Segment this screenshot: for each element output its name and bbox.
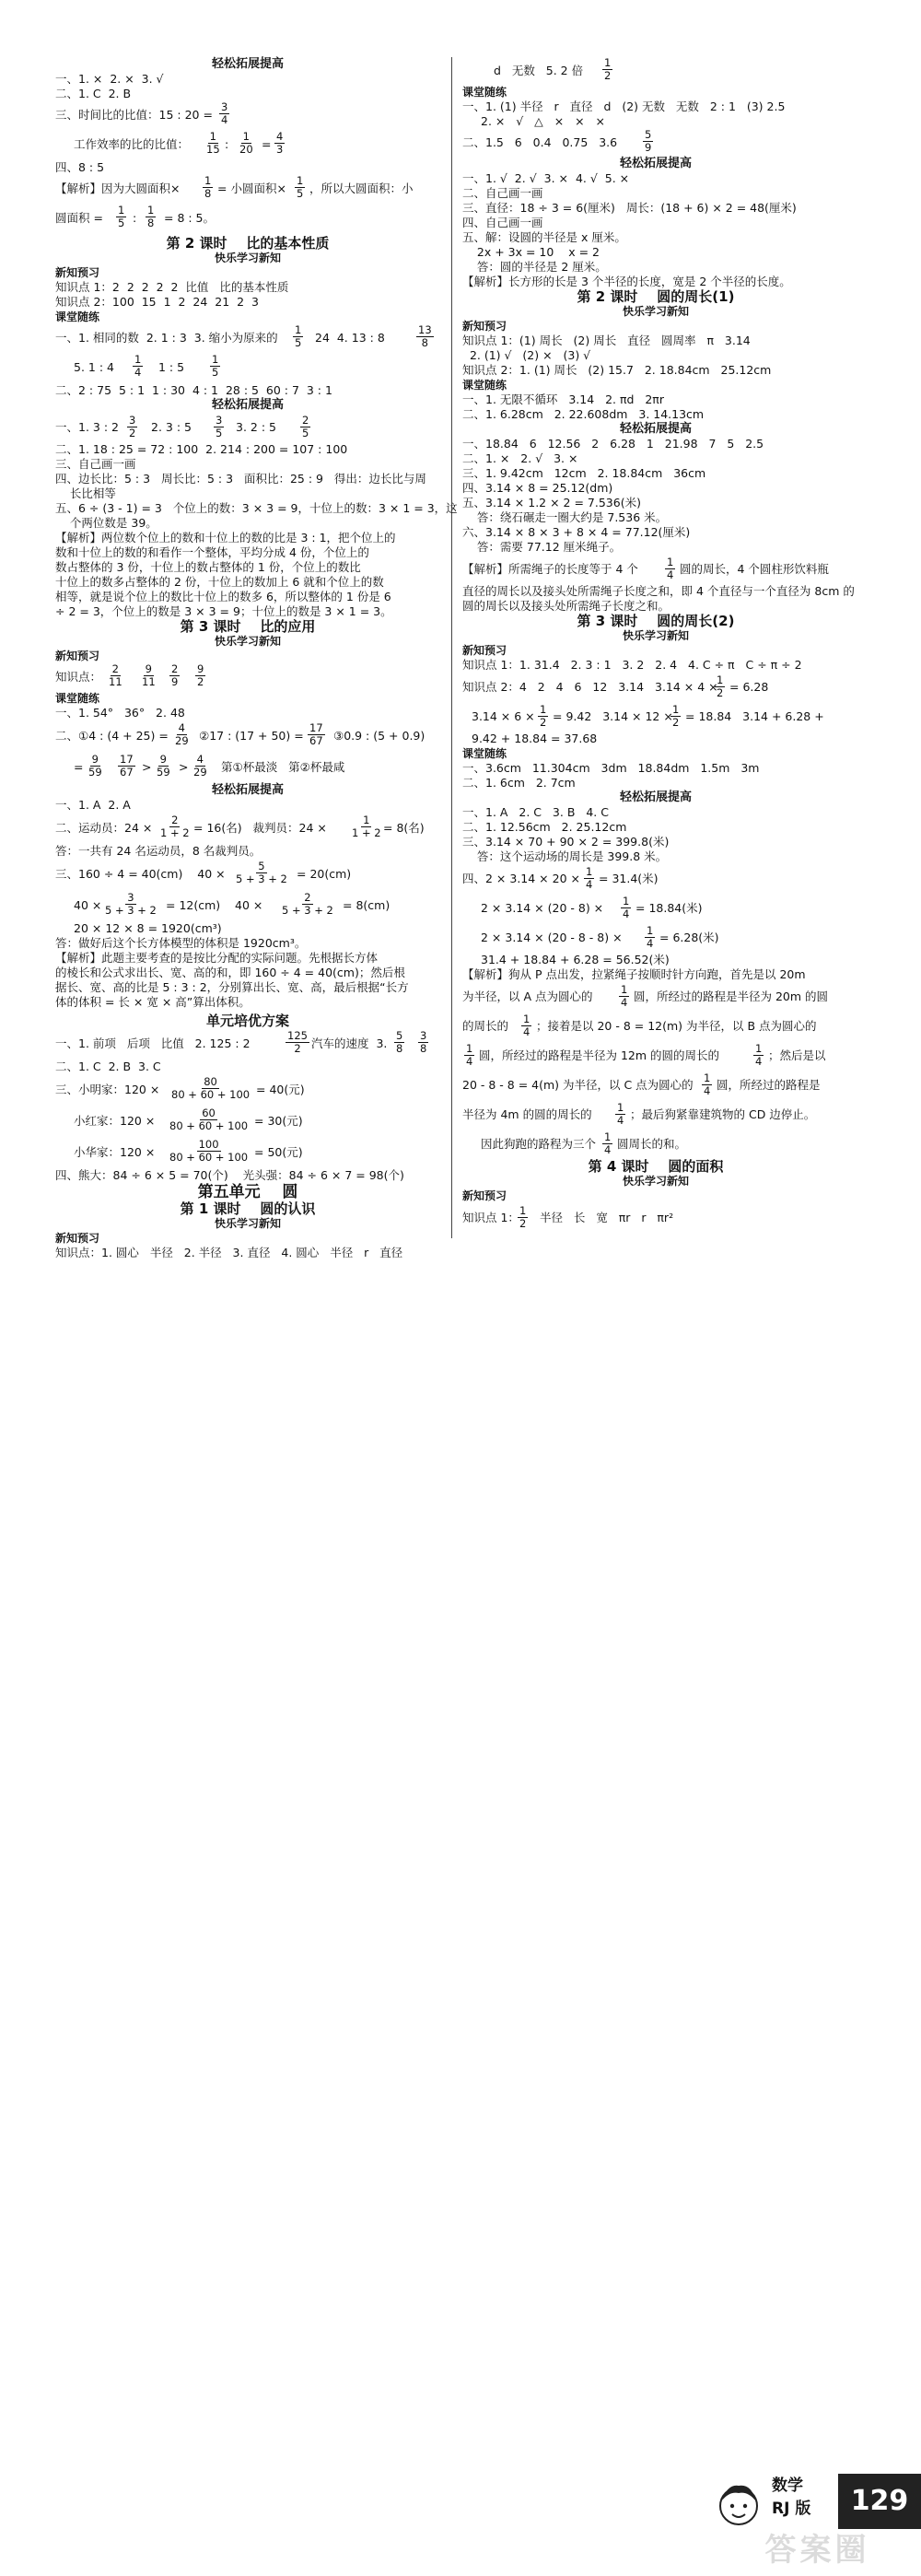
answer-line: 二、1. 12.56cm 2. 25.12cm <box>462 820 627 834</box>
lesson-title: 第 2 课时 圆的周长(1) <box>577 288 735 305</box>
answer-line: 三、时间比的比值：15 : 20 = $\frac{3}{4}$ <box>55 100 228 126</box>
answer-line: 长比相等 <box>55 486 116 500</box>
answer-line: 一、1. 前项 后项 比值 2. 125 : 2 $\frac{125}{2}$ 汽车的速度 3. $\frac{5}{8}$ $\frac{3}{8}$ <box>55 1029 427 1055</box>
section-label: 课堂随练 <box>55 692 100 705</box>
section-subheading: 快乐学习新知 <box>622 629 689 642</box>
analysis-line: 的周长的 $\frac{1}{4}$ ；接着是以 20 - 8 = 12(m) 为半径，以 B 点为圆心的 <box>462 1013 817 1038</box>
answer-line: 一、1. 无限不循环 3.14 2. πd 2πr <box>462 392 664 406</box>
answer-line: 工作效率的比的比值： $\frac{1}{15}$ : $\frac{1}{20}$ = $\frac{4}{3}$ <box>74 130 284 156</box>
unit-title: 单元培优方案 <box>205 1013 289 1029</box>
column-divider <box>451 57 452 1238</box>
answer-line: 三、160 ÷ 4 = 40(cm) 40 × $\frac{5}{5 + 3 + 2}$ = 20(cm) <box>55 860 352 885</box>
answer-line: 知识点 1：2 2 2 2 2 比值 比的基本性质 <box>55 280 289 294</box>
analysis-line: ÷ 2 = 3，个位上的数是 3 × 3 = 9；十位上的数是 3 × 1 = 3。 <box>55 604 392 618</box>
analysis-line: 体的体积 = 长 × 宽 × 高”算出体积。 <box>55 995 251 1009</box>
answer-line: 答：需要 77.12 厘米绳子。 <box>462 540 622 554</box>
analysis-line: 数和十位上的数的和看作一个整体，平均分成 4 份，个位上的 <box>55 545 369 559</box>
section-label: 课堂随练 <box>462 86 507 99</box>
left-column <box>55 57 458 1260</box>
analysis-line: 【解析】此题主要考查的是按比分配的实际问题。先根据长方体 <box>55 951 379 965</box>
analysis-line: 的棱长和公式求出长、宽、高的和，即 160 ÷ 4 = 40(cm)；然后根 <box>55 966 405 979</box>
answer-line: 知识点 1：(1) 周长 (2) 周长 直径 圆周率 π 3.14 <box>462 334 751 347</box>
analysis-line: 十位上的数多占整体的 2 份，十位上的数加上 6 就和个位上的数 <box>55 575 384 589</box>
answer-line: 一、18.84 6 12.56 2 6.28 1 21.98 7 5 2.5 <box>462 437 764 451</box>
answer-line: 二、1.5 6 0.4 0.75 3.6 $\frac{5}{9}$ <box>462 128 652 154</box>
answer-line: 知识点 2：1. (1) 周长 (2) 15.7 2. 18.84cm 25.12cm <box>462 363 772 377</box>
answer-line: 二、1. C 2. B <box>55 87 132 100</box>
answer-line: 五、解：设圆的半径是 x 厘米。 <box>462 230 626 244</box>
answer-line: 二、1. 18 : 25 = 72 : 100 2. 214 : 200 = 107 : 100 <box>55 442 348 456</box>
section-heading: 轻松拓展提高 <box>211 57 284 71</box>
answer-line: 一、1. (1) 半径 r 直径 d (2) 无数 无数 2 : 1 (3) 2.5 <box>462 100 786 113</box>
answer-line: 四、熊大：84 ÷ 6 × 5 = 70(个) 光头强：84 ÷ 6 × 7 = 98(个) <box>55 1168 404 1182</box>
answer-line: 一、1. 54° 36° 2. 48 <box>55 706 185 720</box>
section-heading: 轻松拓展提高 <box>211 398 284 412</box>
section-label: 课堂随练 <box>462 379 507 392</box>
section-label: 新知预习 <box>55 650 100 662</box>
section-heading: 轻松拓展提高 <box>619 790 692 804</box>
section-label: 新知预习 <box>462 320 507 333</box>
subject-label: 数学 <box>772 2476 803 2495</box>
page-footer <box>0 1235 921 2569</box>
analysis-line: 20 - 8 - 8 = 4(m) 为半径，以 C 点为圆心的 $\frac{1}{4}$ 圆，所经过的路程是 <box>462 1071 821 1097</box>
section-subheading: 快乐学习新知 <box>622 305 689 318</box>
answer-line: 二、自己画一画 <box>462 186 543 200</box>
answer-line: 20 × 12 × 8 = 1920(cm³) <box>74 921 222 935</box>
right-column <box>462 56 855 1233</box>
analysis-line: 因此狗跑的路程为三个 $\frac{1}{4}$ 圆周长的和。 <box>481 1130 687 1156</box>
answer-line: 答：绕石碾走一圈大约是 7.536 米。 <box>462 510 668 524</box>
section-heading: 轻松拓展提高 <box>619 422 692 436</box>
answer-line: 知识点 1： $\frac{1}{2}$ 半径 长 宽 πr r πr² <box>462 1204 674 1230</box>
answer-line: 二、1. C 2. B 3. C <box>55 1060 161 1073</box>
answer-line: 三、3.14 × 70 + 90 × 2 = 399.8(米) <box>462 835 670 849</box>
section-heading: 轻松拓展提高 <box>619 157 692 170</box>
answer-line: 二、2 : 75 5 : 1 1 : 30 4 : 1 28 : 5 60 : 7 3 : 1 <box>55 383 332 397</box>
answer-line: 知识点 2：100 15 1 2 24 21 2 3 <box>55 295 259 309</box>
answer-line: 答：这个运动场的周长是 399.8 米。 <box>462 849 668 863</box>
answer-line: 知识点： $\frac{2}{11}$ $\frac{9}{11}$ $\frac{2}{9}$ $\frac{9}{2}$ <box>55 662 204 688</box>
answer-line: 一、1. √ 2. √ 3. × 4. √ 5. × <box>462 171 630 185</box>
answer-line: 一、1. A 2. C 3. B 4. C <box>462 805 609 819</box>
answer-line: 31.4 + 18.84 + 6.28 = 56.52(米) <box>481 953 670 966</box>
unit-title: 第五单元 圆 <box>197 1183 298 1201</box>
answer-line: 9.42 + 18.84 = 37.68 <box>472 732 598 745</box>
answer-line: 二、1. 6cm 2. 7cm <box>462 776 576 790</box>
answer-line: 一、1. × 2. × 3. √ <box>55 72 164 86</box>
answer-line: 三、小明家：120 × $\frac{80}{80 + 60 + 100}$ = 40(元) <box>55 1075 305 1101</box>
answer-line: 答：一共有 24 名运动员，8 名裁判员。 <box>55 844 262 858</box>
answer-line: 小华家：120 × $\frac{100}{80 + 60 + 100}$ = 50(元) <box>74 1138 303 1164</box>
answer-line: 二、①4 : (4 + 25) = $\frac{4}{29}$ ②17 : (17 + 50) = $\frac{17}{67}$ ③0.9 : (5 + 0.9) <box>55 721 426 747</box>
answer-line: 3.14 × 6 × $\frac{1}{2}$ = 9.42 3.14 × 12 × $\frac{1}{2}$ = 18.84 3.14 + 6.28 + <box>472 703 824 729</box>
answer-line: 2 × 3.14 × (20 - 8 - 8) × $\frac{1}{4}$ = 6.28(米) <box>481 924 719 950</box>
section-subheading: 快乐学习新知 <box>214 1217 281 1230</box>
lesson-title: 第 4 课时 圆的面积 <box>588 1158 724 1175</box>
analysis-line: 据长、宽、高的比是 5 : 3 : 2，分别算出长、宽、高，最后根据“长方 <box>55 980 409 994</box>
lesson-title: 第 1 课时 圆的认识 <box>180 1200 316 1217</box>
answer-line: = $\frac{9}{59}$ $\frac{17}{67}$ > $\frac{9}{59}$ > $\frac{4}{29}$ 第①杯最淡 第②杯最咸 <box>74 753 345 779</box>
answer-line: 四、自己画一画 <box>462 216 543 229</box>
answer-line: 四、8 : 5 <box>55 160 105 174</box>
analysis-line: 相等，就是说个位上的数比十位上的数多 6，所以整体的 1 份是 6 <box>55 590 391 603</box>
section-heading: 轻松拓展提高 <box>211 783 284 797</box>
section-subheading: 快乐学习新知 <box>214 635 281 648</box>
answer-line: 六、3.14 × 8 × 3 + 8 × 4 = 77.12(厘米) <box>462 525 691 539</box>
answer-line: 一、1. 相同的数 2. 1 : 3 3. 缩小为原来的 $\frac{1}{5}$ 24 4. 13 : 8 $\frac{13}{8}$ <box>55 323 432 349</box>
answer-line: 一、1. A 2. A <box>55 798 131 812</box>
answer-line: 知识点 2：4 2 4 6 12 3.14 3.14 × 4 × $\frac{1}{2}$ = 6.28 <box>462 673 769 699</box>
section-label: 新知预习 <box>55 266 100 279</box>
analysis-line: 【解析】狗从 P 点出发，拉紧绳子按顺时针方向跑，首先是以 20m <box>462 967 806 981</box>
answer-line: 三、直径：18 ÷ 3 = 6(厘米) 周长：(18 + 6) × 2 = 48(厘米) <box>462 201 797 215</box>
page-number: 129 <box>838 2474 921 2529</box>
section-label: 新知预习 <box>462 1189 507 1202</box>
lesson-title: 第 3 课时 圆的周长(2) <box>577 613 735 629</box>
answer-line: 40 × $\frac{3}{5 + 3 + 2}$ = 12(cm) 40 × $\frac{2}{5 + 3 + 2}$ = 8(cm) <box>74 891 391 917</box>
answer-line: 二、运动员：24 × $\frac{2}{1 + 2}$ = 16(名) 裁判员：24 × $\frac{1}{1 + 2}$ = 8(名) <box>55 814 425 839</box>
watermark: 答案圈 <box>764 2532 870 2569</box>
answer-line: 5. 1 : 4 $\frac{1}{4}$ 1 : 5 $\frac{1}{5}$ <box>74 353 219 379</box>
edition-label: RJ 版 <box>772 2500 811 2518</box>
analysis-line: 【解析】因为大圆面积× $\frac{1}{8}$ = 小圆面积× $\frac{1}{5}$ ，所以大圆面积：小 <box>55 174 414 200</box>
section-label: 新知预习 <box>55 1232 100 1245</box>
answer-line: 知识点 1：1. 31.4 2. 3 : 1 3. 2 2. 4 4. C ÷ π C ÷ π ÷ 2 <box>462 658 802 672</box>
answer-line: d 无数 5. 2 倍 $\frac{1}{2}$ <box>494 56 612 82</box>
answer-line: 四、边长比：5 : 3 周长比：5 : 3 面积比：25 : 9 得出：边长比与周 <box>55 472 426 486</box>
answer-line: 一、1. 3 : 2 $\frac{3}{2}$ 2. 3 : 5 $\frac{3}{5}$ 3. 2 : 5 $\frac{2}{5}$ <box>55 414 309 439</box>
cartoon-boy-icon <box>715 2478 763 2530</box>
answer-line: 五、3.14 × 1.2 × 2 = 7.536(米) <box>462 496 641 509</box>
section-label: 新知预习 <box>462 644 507 657</box>
analysis-line: 圆面积 = $\frac{1}{5}$ : $\frac{1}{8}$ = 8 : 5。 <box>55 204 216 229</box>
answer-line: 答：做好后这个长方体模型的体积是 1920cm³。 <box>55 936 307 950</box>
answer-line: 知识点：1. 圆心 半径 2. 半径 3. 直径 4. 圆心 半径 r 直径 <box>55 1246 403 1259</box>
answer-line: 四、3.14 × 8 = 25.12(dm) <box>462 481 613 495</box>
analysis-line: $\frac{1}{4}$ 圆，所经过的路程是半径为 12m 的圆的周长的 $\frac{1}{4}$ ；然后是以 <box>466 1042 826 1068</box>
answer-line: 二、1. × 2. √ 3. × <box>462 451 578 465</box>
answer-line: 五、6 ÷ (3 - 1) = 3 个位上的数：3 × 3 = 9，十位上的数：3 × 1 = 3，这 <box>55 501 458 515</box>
analysis-line: 圆的周长以及接头处所需绳子长度之和。 <box>462 599 670 613</box>
lesson-title: 第 2 课时 比的基本性质 <box>166 235 330 252</box>
answer-line: 2x + 3x = 10 x = 2 <box>462 245 600 259</box>
analysis-line: 【解析】两位数个位上的数和十位上的数的比是 3 : 1，把个位上的 <box>55 531 396 544</box>
section-label: 课堂随练 <box>462 747 507 760</box>
analysis-line: 直径的周长以及接头处所需绳子长度之和，即 4 个直径与一个直径为 8cm 的 <box>462 584 855 598</box>
analysis-line: 【解析】长方形的长是 3 个半径的长度，宽是 2 个半径的长度。 <box>462 275 791 288</box>
analysis-line: 【解析】所需绳子的长度等于 4 个 $\frac{1}{4}$ 圆的周长，4 个圆柱形饮料瓶 <box>462 556 829 581</box>
answer-line: 2 × 3.14 × (20 - 8) × $\frac{1}{4}$ = 18.84(米) <box>481 895 703 920</box>
answer-line: 三、1. 9.42cm 12cm 2. 18.84cm 36cm <box>462 466 706 480</box>
answer-line: 四、2 × 3.14 × 20 × $\frac{1}{4}$ = 31.4(米) <box>462 865 659 891</box>
answer-line: 二、1. 6.28cm 2. 22.608dm 3. 14.13cm <box>462 407 705 421</box>
answer-line: 2. (1) √ (2) × (3) √ <box>462 348 591 362</box>
answer-line: 2. × √ △ × × × <box>481 114 605 128</box>
lesson-title: 第 3 课时 比的应用 <box>180 618 316 635</box>
answer-line: 小红家：120 × $\frac{60}{80 + 60 + 100}$ = 30(元) <box>74 1107 303 1132</box>
answer-line: 一、3.6cm 11.304cm 3dm 18.84dm 1.5m 3m <box>462 761 760 775</box>
section-label: 课堂随练 <box>55 310 100 323</box>
analysis-line: 数占整体的 3 份，十位上的数占整体的 1 份，个位上的数比 <box>55 560 361 574</box>
section-subheading: 快乐学习新知 <box>622 1175 689 1188</box>
answer-line: 答：圆的半径是 2 厘米。 <box>462 260 607 274</box>
section-subheading: 快乐学习新知 <box>214 252 281 264</box>
answer-line: 个两位数是 39。 <box>55 516 157 530</box>
analysis-line: 半径为 4m 的圆的周长的 $\frac{1}{4}$ ；最后狗紧靠建筑物的 CD 边停止。 <box>462 1101 816 1127</box>
analysis-line: 为半径，以 A 点为圆心的 $\frac{1}{4}$ 圆，所经过的路程是半径为 20m 的圆 <box>462 983 829 1009</box>
answer-line: 三、自己画一画 <box>55 457 136 471</box>
